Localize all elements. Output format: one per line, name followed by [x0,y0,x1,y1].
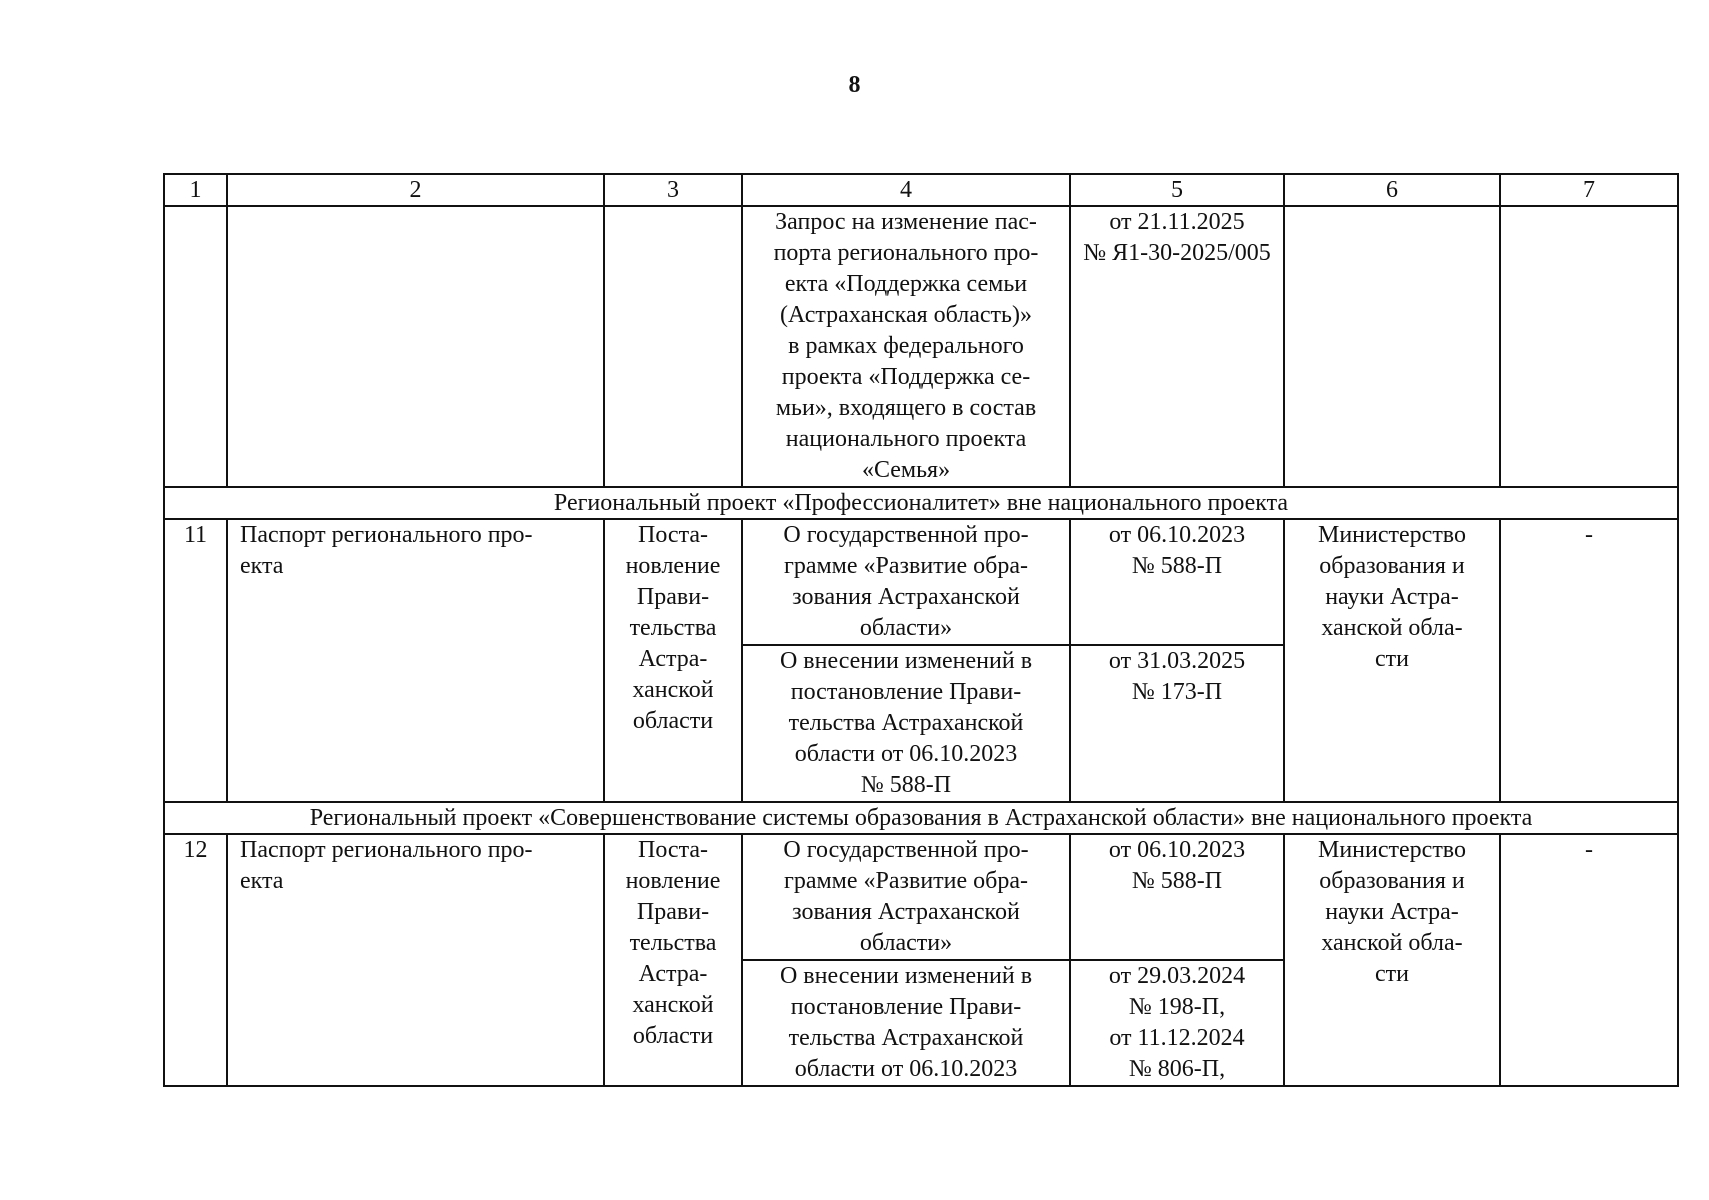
document-title-cell [742,834,1070,960]
text-line: № 198-П, [1128,994,1226,1020]
text-line: грамме «Развитие обра- [783,868,1029,894]
row-number-cell: 11 [164,519,227,802]
text-line: зования Астраханской [792,899,1020,925]
text-line: ханской обла- [1321,615,1463,641]
text-line: от 21.11.2025 [1109,209,1245,235]
text-line: сти [1375,961,1409,987]
text-line: грамме «Развитие обра- [783,553,1029,579]
header-cell: 6 [1284,174,1500,206]
text-line: новление [625,553,721,579]
table-row [164,519,1678,645]
name-cell [227,519,604,802]
date-number-cell [1070,206,1284,487]
date-number-cell [1070,834,1284,960]
text-line: мьи», входящего в состав [775,395,1037,421]
text-line: О внесении изменений в [779,648,1033,674]
organization-cell [1284,834,1500,1086]
text-line: образования и [1319,868,1465,894]
text-line: от 31.03.2025 [1108,648,1246,674]
text-line: порта регионального про- [773,240,1039,266]
text-line: области» [859,615,953,641]
text-line: № 806-П, [1128,1056,1226,1082]
text-line: О государственной про- [783,837,1029,863]
text-line: «Семья» [861,457,951,483]
text-line: от 06.10.2023 [1108,522,1246,548]
header-cell: 5 [1070,174,1284,206]
note-cell [1500,206,1678,487]
text-line: от 29.03.2024 [1108,963,1246,989]
text-line: Прави- [636,899,710,925]
text-line: от 06.10.2023 [1108,837,1246,863]
document-title-cell [742,645,1070,802]
text-line: Астра- [638,646,708,672]
text-line: О внесении изменений в [779,963,1033,989]
text-line: постановление Прави- [790,679,1022,705]
text-line: науки Астра- [1325,584,1459,610]
text-line: екта [240,868,284,894]
text-line: Запрос на изменение пас- [775,209,1037,235]
section-header-row [164,487,1678,519]
text-line: № 173-П [1131,679,1223,705]
organization-cell [1284,206,1500,487]
name-cell [227,206,604,487]
section-title: Региональный проект «Профессионалитет» вне национального проекта [164,487,1678,519]
text-line: № 588-П [1131,553,1223,579]
organization-cell [1284,519,1500,802]
text-line: проекта «Поддержка се- [781,364,1031,390]
text-line: сти [1375,646,1409,672]
text-line: (Астраханская область)» [780,302,1032,328]
date-number-cell [1070,960,1284,1086]
document-title-cell [742,206,1070,487]
text-line: ханской обла- [1321,930,1463,956]
text-line: Поста- [637,837,708,863]
document-table [163,173,1679,1087]
note-cell: - [1500,834,1678,1086]
text-line: области» [859,930,953,956]
row-number-cell [164,206,227,487]
header-cell: 2 [227,174,604,206]
text-line: образования и [1319,553,1465,579]
document-title-cell [742,519,1070,645]
text-line: № 588-П [1131,868,1223,894]
header-cell: 3 [604,174,742,206]
text-line: науки Астра- [1325,899,1459,925]
text-line: от 11.12.2024 [1109,1025,1245,1051]
header-cell: 1 [164,174,227,206]
header-cell: 4 [742,174,1070,206]
text-line: Астра- [638,961,708,987]
text-line: ханской [632,992,714,1018]
text-line: области от 06.10.2023 [794,741,1018,767]
page-number: 8 [848,72,861,98]
text-line: тельства [629,930,717,956]
name-cell [227,834,604,1086]
continuation-row [164,206,1678,487]
text-line: ханской [632,677,714,703]
text-line: екта [240,553,284,579]
text-line: области [632,1023,714,1049]
text-line: Министерство [1318,522,1466,548]
act-type-cell [604,519,742,802]
text-line: № Я1-30-2025/005 [1083,240,1271,266]
text-line: области от 06.10.2023 [794,1056,1018,1082]
text-line: Поста- [637,522,708,548]
date-number-cell [1070,519,1284,645]
text-line: Паспорт регионального про- [240,522,533,548]
document-title-cell [742,960,1070,1086]
table-row [164,834,1678,960]
text-line: екта «Поддержка семьи [784,271,1028,297]
text-line: тельства Астраханской [788,710,1024,736]
text-line: Министерство [1318,837,1466,863]
text-line: № 588-П [860,772,952,798]
text-line: национального проекта [785,426,1027,452]
act-type-cell [604,206,742,487]
text-line: О государственной про- [783,522,1029,548]
row-number-cell: 12 [164,834,227,1086]
text-line: области [632,708,714,734]
date-number-cell [1070,645,1284,802]
section-title: Региональный проект «Совершенствование системы образования в Астраханской области» вне национального проекта [164,802,1678,834]
text-line: тельства [629,615,717,641]
section-header-row [164,802,1678,834]
note-cell: - [1500,519,1678,802]
text-line: постановление Прави- [790,994,1022,1020]
header-row [164,174,1678,206]
text-line: зования Астраханской [792,584,1020,610]
text-line: Паспорт регионального про- [240,837,533,863]
text-line: новление [625,868,721,894]
header-cell: 7 [1500,174,1678,206]
text-line: тельства Астраханской [788,1025,1024,1051]
text-line: Прави- [636,584,710,610]
text-line: в рамках федерального [788,333,1024,359]
act-type-cell [604,834,742,1086]
